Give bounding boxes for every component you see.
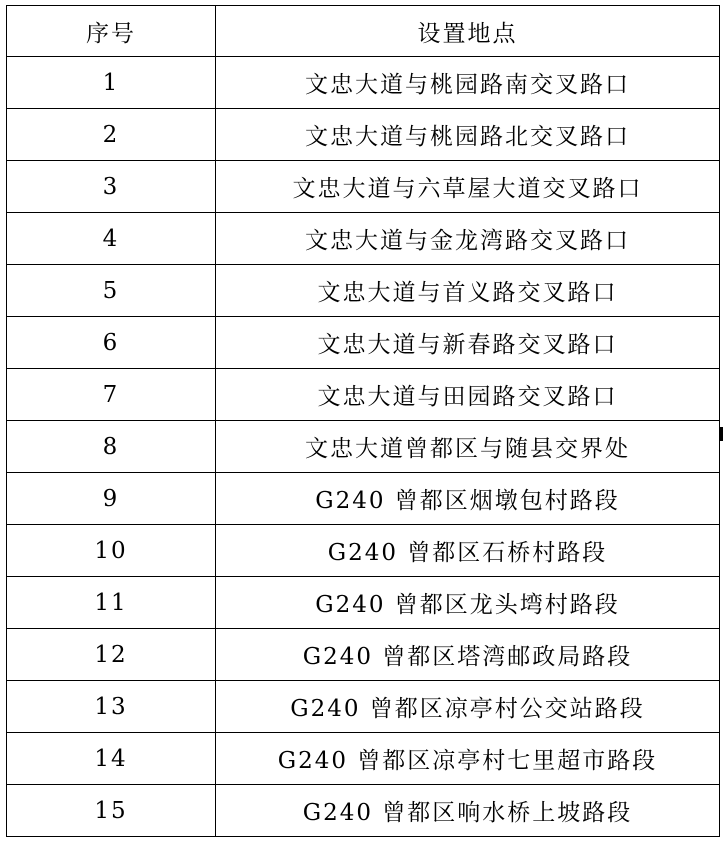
row-location: G240 曾都区凉亭村七里超市路段: [216, 733, 720, 785]
row-location: 文忠大道与六草屋大道交叉路口: [216, 161, 720, 213]
table-row: [7, 369, 720, 421]
row-index: 2: [7, 109, 216, 161]
row-location: 文忠大道与桃园路南交叉路口: [216, 57, 720, 109]
table-row: [7, 213, 720, 265]
text-cursor-mark: [720, 427, 723, 441]
row-location: 文忠大道与田园路交叉路口: [216, 369, 720, 421]
table-row: [7, 109, 720, 161]
table-header-row: [7, 6, 720, 57]
table-row: [7, 317, 720, 369]
table-row: [7, 265, 720, 317]
row-index: 14: [7, 733, 216, 785]
row-location: G240 曾都区响水桥上坡路段: [216, 785, 720, 837]
table-row: [7, 681, 720, 733]
row-location: G240 曾都区凉亭村公交站路段: [216, 681, 720, 733]
row-index: 6: [7, 317, 216, 369]
table-row: [7, 629, 720, 681]
table-row: [7, 473, 720, 525]
table-row: [7, 733, 720, 785]
row-index: 9: [7, 473, 216, 525]
table-row: [7, 785, 720, 837]
row-index: 5: [7, 265, 216, 317]
row-index: 7: [7, 369, 216, 421]
row-index: 8: [7, 421, 216, 473]
row-index: 11: [7, 577, 216, 629]
row-index: 12: [7, 629, 216, 681]
row-location: G240 曾都区烟墩包村路段: [216, 473, 720, 525]
row-location: G240 曾都区龙头塆村路段: [216, 577, 720, 629]
table-row: [7, 525, 720, 577]
row-index: 3: [7, 161, 216, 213]
location-table: [6, 5, 720, 837]
table-row: [7, 577, 720, 629]
row-location: 文忠大道与新春路交叉路口: [216, 317, 720, 369]
table-row: [7, 421, 720, 473]
row-location: 文忠大道与金龙湾路交叉路口: [216, 213, 720, 265]
row-index: 13: [7, 681, 216, 733]
row-location: G240 曾都区石桥村路段: [216, 525, 720, 577]
table-row: [7, 161, 720, 213]
row-location: 文忠大道与首义路交叉路口: [216, 265, 720, 317]
row-index: 4: [7, 213, 216, 265]
header-index: 序号: [7, 6, 216, 57]
table-row: [7, 57, 720, 109]
header-location: 设置地点: [216, 6, 720, 57]
row-index: 10: [7, 525, 216, 577]
row-location: 文忠大道曾都区与随县交界处: [216, 421, 720, 473]
row-location: 文忠大道与桃园路北交叉路口: [216, 109, 720, 161]
row-index: 15: [7, 785, 216, 837]
row-index: 1: [7, 57, 216, 109]
row-location: G240 曾都区塔湾邮政局路段: [216, 629, 720, 681]
